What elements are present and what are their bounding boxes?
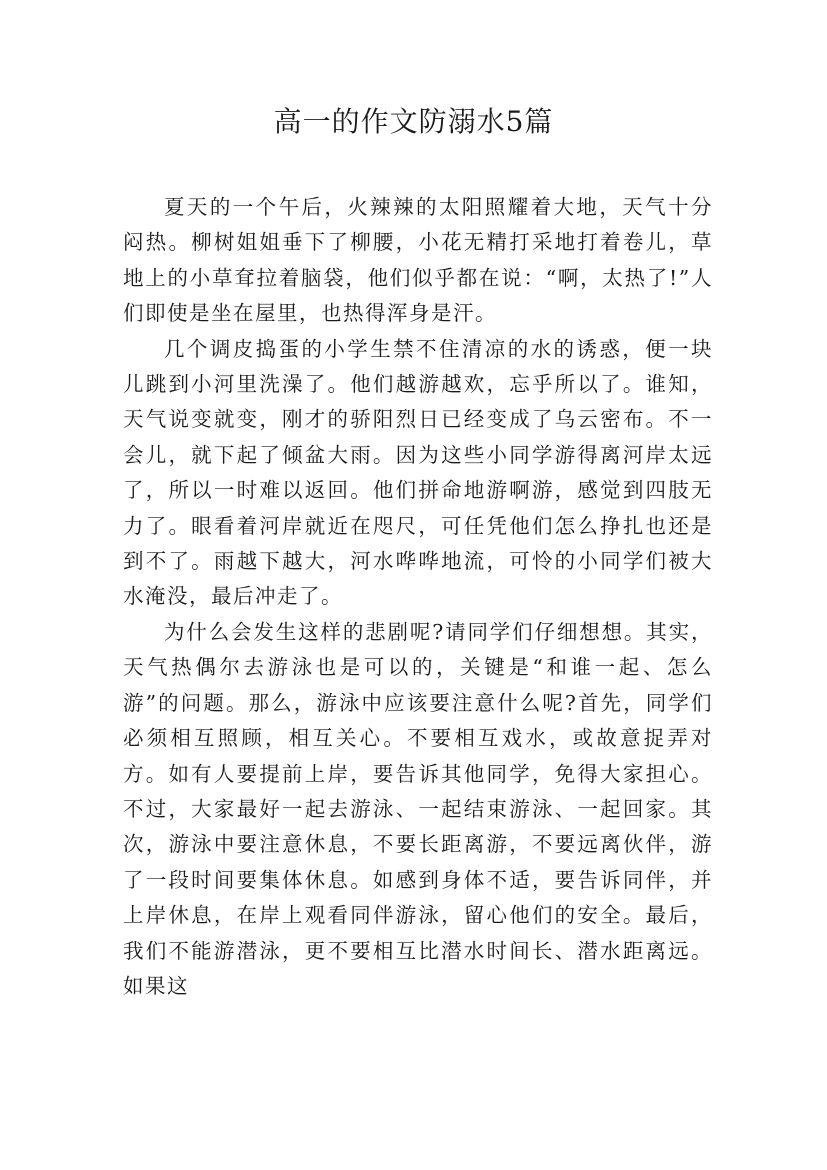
document-title: 高一的作文防溺水5篇 [273,105,554,138]
document-body [123,190,713,1004]
paragraph-2: 几个调皮捣蛋的小学生禁不住清凉的水的诱惑，便一块儿跳到小河里洗澡了。他们越游越欢，忘乎所以了。谁知，天气说变就变，刚才的骄阳烈日已经变成了乌云密布。不一会儿，就下起了倾盆大雨。因为这些小同学游得离河岸太远了，所以一时难以返回。他们拼命地游啊游，感觉到四肢无力了。眼看着河岸就近在咫尺，可任凭他们怎么挣扎也还是到不了。雨越下越大，河水哗哗地流，可怜的小同学们被大水淹没，最后冲走了。 [123,336,713,609]
paragraph-3: 为什么会发生这样的悲剧呢?请同学们仔细想想。其实，天气热偶尔去游泳也是可以的，关键是“和谁一起、怎么游”的问题。那么，游泳中应该要注意什么呢?首先，同学们必须相互照顾，相互关心。不要相互戏水，或故意捉弄对方。如有人要提前上岸，要告诉其他同学，免得大家担心。不过，大家最好一起去游泳、一起结束游泳、一起回家。其次，游泳中要注意休息，不要长距离游，不要远离伙伴，游了一段时间要集体休息。如感到身体不适，要告诉同伴，并上岸休息，在岸上观看同伴游泳，留心他们的安全。最后，我们不能游潜泳，更不要相互比潜水时间长、潜水距离远。如果这 [123,619,713,998]
paragraph-1: 夏天的一个午后，火辣辣的太阳照耀着大地，天气十分闷热。柳树姐姐垂下了柳腰，小花无精打采地打着卷儿，草地上的小草耷拉着脑袋，他们似乎都在说：“啊，太热了!”人们即使是坐在屋里，也热得浑身是汗。 [123,195,713,326]
